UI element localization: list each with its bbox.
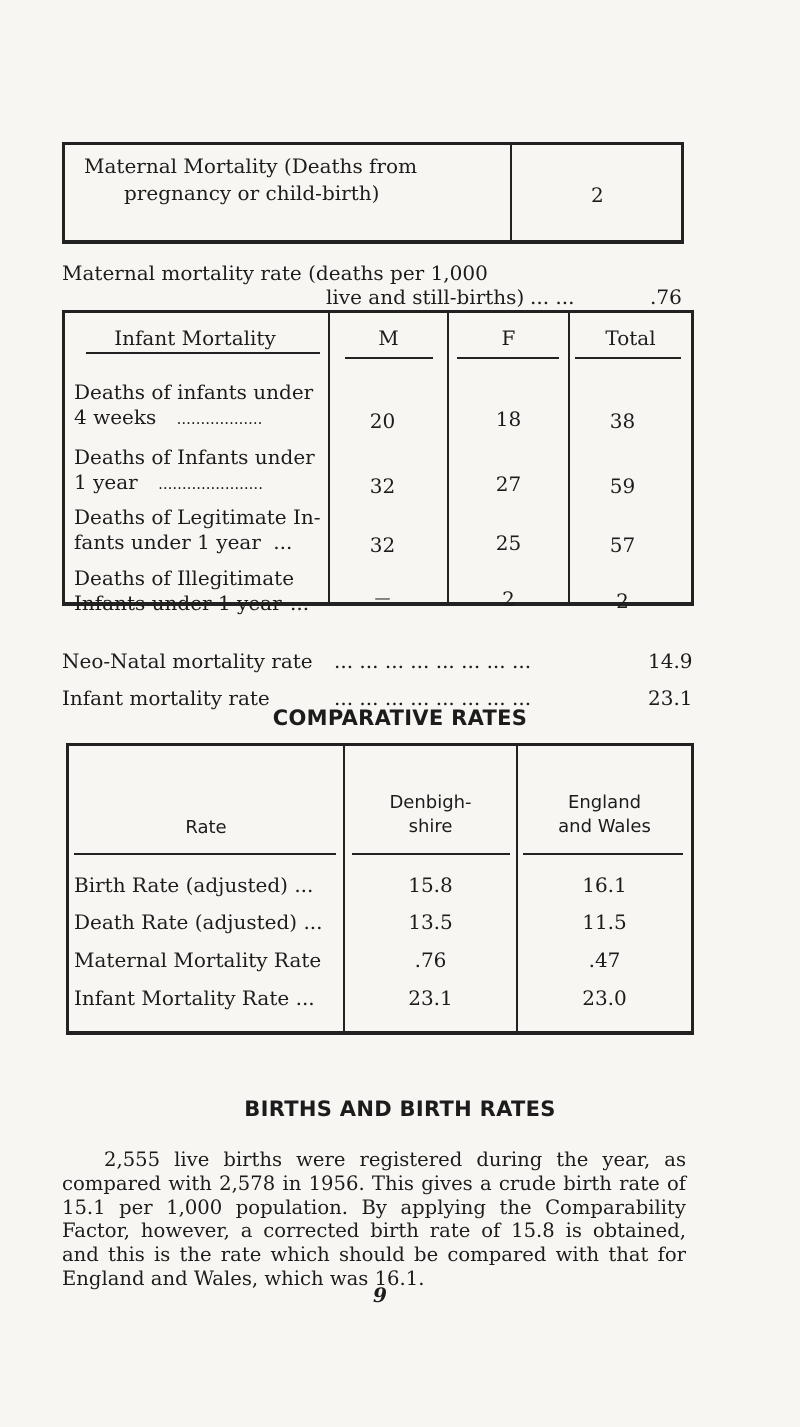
- neo-natal-rate-label: Neo-Natal mortality rate: [62, 649, 313, 673]
- im-col-divider-2: [447, 312, 449, 604]
- im-row-f: 18: [495, 407, 522, 431]
- cr-row-england: .47: [588, 948, 621, 972]
- im-row-label-line1: Deaths of Legitimate In-: [74, 505, 321, 529]
- im-row-total: 57: [609, 533, 636, 557]
- cr-header-england-wales: England and Wales: [558, 792, 651, 837]
- maternal-rate-leader: ... ...: [530, 285, 575, 309]
- im-header-rule-2: [345, 357, 433, 359]
- cr-row-denbighshire: .76: [414, 948, 447, 972]
- im-row-label-line2: Infants under 1 year ...: [74, 591, 310, 615]
- im-row-label-line2: 4 weeks ..................: [74, 405, 263, 429]
- im-header-f: F: [501, 326, 516, 350]
- maternal-box-label-line2: pregnancy or child-birth): [124, 181, 380, 205]
- cr-row-label: Birth Rate (adjusted) ...: [74, 873, 314, 897]
- cr-header-rule-3: [523, 853, 683, 855]
- cr-row-denbighshire: 23.1: [408, 986, 453, 1010]
- im-header-rule-3: [457, 357, 559, 359]
- maternal-box-value: 2: [591, 183, 604, 207]
- cr-row-label: Infant Mortality Rate ...: [74, 986, 315, 1010]
- im-row-label-line2: 1 year ......................: [74, 470, 263, 494]
- cr-header-rate: Rate: [185, 817, 227, 838]
- cr-row-england: 16.1: [582, 873, 627, 897]
- maternal-rate-value: .76: [650, 285, 682, 309]
- im-row-f: 27: [495, 472, 522, 496]
- cr-header-rule-2: [352, 853, 510, 855]
- im-header-total: Total: [605, 326, 656, 350]
- infant-rate-leader: ... ... ... ... ... ... ... ...: [334, 686, 532, 710]
- im-row-label-line2: fants under 1 year ...: [74, 530, 293, 554]
- maternal-rate-line2: live and still-births): [326, 285, 525, 309]
- im-row-m: —: [374, 588, 391, 607]
- births-title: BIRTHS AND BIRTH RATES: [244, 1097, 556, 1121]
- neo-natal-rate-leader: ... ... ... ... ... ... ... ...: [334, 649, 532, 673]
- cr-row-england: 23.0: [582, 986, 627, 1010]
- im-row-label-line1: Deaths of Illegitimate: [74, 566, 295, 590]
- im-row-m: 32: [369, 474, 396, 498]
- maternal-rate-line1: Maternal mortality rate (deaths per 1,000: [62, 261, 488, 285]
- cr-row-denbighshire: 15.8: [408, 873, 453, 897]
- cr-row-label: Maternal Mortality Rate: [74, 948, 322, 972]
- im-row-label-line1: Deaths of Infants under: [74, 445, 315, 469]
- im-row-label-line1: Deaths of infants under: [74, 380, 314, 404]
- cr-row-denbighshire: 13.5: [408, 910, 453, 934]
- im-row-total: 59: [609, 474, 636, 498]
- im-row-f: 25: [495, 531, 522, 555]
- im-row-total: 38: [609, 409, 636, 433]
- maternal-box-label-line1: Maternal Mortality (Deaths from: [84, 154, 418, 178]
- im-row-m: 32: [369, 533, 396, 557]
- neo-natal-rate-value: 14.9: [648, 649, 693, 673]
- im-header-infant-mortality: Infant Mortality: [114, 326, 276, 350]
- cr-header-denbighshire: Denbigh- shire: [389, 792, 472, 837]
- infant-rate-value: 23.1: [648, 686, 693, 710]
- cr-row-label: Death Rate (adjusted) ...: [74, 910, 323, 934]
- im-col-divider-1: [328, 312, 330, 604]
- im-header-rule-1: [86, 352, 320, 354]
- im-header-rule-4: [575, 357, 681, 359]
- cr-row-england: 11.5: [582, 910, 627, 934]
- comparative-rates-title: COMPARATIVE RATES: [272, 706, 528, 730]
- cr-header-rule-1: [74, 853, 336, 855]
- im-row-f: 2: [502, 587, 515, 611]
- im-header-m: M: [378, 326, 399, 350]
- births-paragraph: 2,555 live births were registered during the year, as compared with 2,578 in 1956. This gives a crude birth rate of 15.1 per 1,000 population. By applying the Comparability Factor, however, a corrected birth rate of 15.8 is obtained, and this is the rate which should be compared with that for England and Wales, which was 16.1.: [62, 1148, 686, 1290]
- maternal-box-divider: [510, 145, 512, 241]
- im-col-divider-3: [568, 312, 570, 604]
- im-row-m: 20: [369, 409, 396, 433]
- im-row-total: 2: [616, 589, 629, 613]
- page-number: 9: [373, 1283, 387, 1307]
- infant-rate-label: Infant mortality rate: [62, 686, 270, 710]
